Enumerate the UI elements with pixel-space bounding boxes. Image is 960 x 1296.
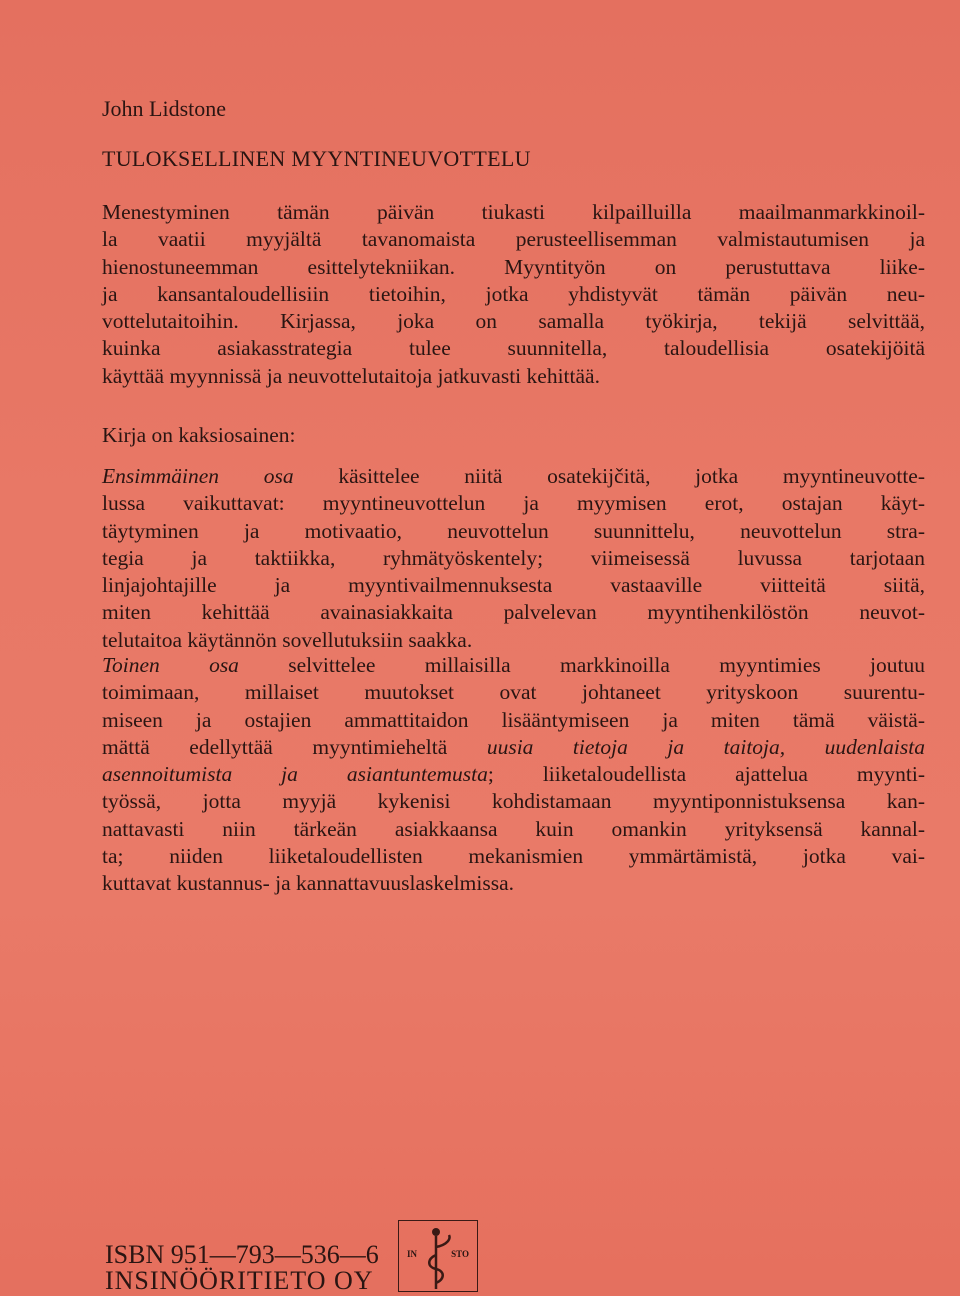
text-line <box>102 843 925 870</box>
book-title: TULOKSELLINEN MYYNTINEUVOTTELU <box>102 146 531 171</box>
text-segment: kuinka asiakasstrategia tulee suunnitella, taloudellisia osatekijöitä <box>102 336 925 361</box>
part-two-paragraph <box>102 652 925 898</box>
text-line <box>102 707 925 734</box>
figure-icon <box>421 1225 455 1289</box>
text-line <box>102 199 925 226</box>
text-line <box>102 572 925 599</box>
text-line <box>102 652 925 679</box>
text-segment: tegia ja taktiikka, ryhmätyöskentely; viimeisessä luvussa tarjotaan <box>102 545 925 570</box>
text-segment: miten kehittää avainasiakkaita palvelevan myyntihenkilöstön neuvot- <box>102 600 925 625</box>
text-segment: täytyminen ja motivaatio, neuvottelun suunnittelu, neuvottelun stra- <box>102 518 925 543</box>
text-segment: linjajohtajille ja myyntivailmennuksesta vastaaville viitteitä siitä, <box>102 573 925 598</box>
part-one-paragraph <box>102 463 925 654</box>
text-line <box>102 627 925 654</box>
text-segment: ta; niiden liiketaloudellisten mekanismien ymmärtämistä, jotka vai- <box>102 844 925 869</box>
italic-text: Toinen osa <box>102 653 239 677</box>
italic-text: Ensimmäinen osa <box>102 464 294 488</box>
structure-intro <box>102 422 925 449</box>
isbn: ISBN 951—793—536—6 <box>105 1240 379 1269</box>
text-segment: miseen ja ostajien ammattitaidon lisääntymiseen ja miten tämä väistä- <box>102 707 925 732</box>
text-segment: telutaitoa käytännön sovellutuksiin saakka. <box>102 627 473 652</box>
logo-text-right: STO <box>451 1249 469 1259</box>
text-line <box>102 870 925 897</box>
text-line <box>102 816 925 843</box>
author-name: John Lidstone <box>102 96 227 121</box>
text-line <box>102 518 925 545</box>
text-segment: hienostuneemman esittelytekniikan. Myyntityön on perustuttava liike- <box>102 254 925 279</box>
text-segment: käsittelee niitä osatekijčitä, jotka myyntineuvotte- <box>293 464 925 488</box>
text-segment: kuttavat kustannus- ja kannattavuuslaskelmissa. <box>102 871 514 896</box>
text-line <box>102 545 925 572</box>
text-segment: nattavasti niin tärkeän asiakkaansa kuin omankin yrityksensä kannal- <box>102 816 925 841</box>
text-segment: vottelutaitoihin. Kirjassa, joka on samalla työkirja, tekijä selvittää, <box>102 309 925 334</box>
description-paragraph <box>102 199 925 390</box>
text-segment: la vaatii myyjältä tavanomaista perusteellisemman valmistautumisen ja <box>102 227 925 252</box>
text-line <box>102 226 925 253</box>
text-line <box>102 363 925 390</box>
text-line <box>102 788 925 815</box>
text-segment: käyttää myynnissä ja neuvottelutaitoja jatkuvasti kehittää. <box>102 363 600 388</box>
text-line <box>102 308 925 335</box>
text-line <box>102 422 925 449</box>
text-segment: selvittelee millaisilla markkinoilla myyntimies joutuu <box>238 653 925 677</box>
text-segment: ; liiketaloudellista ajattelua myynti- <box>487 762 925 787</box>
text-segment: mättä edellyttää myyntimieheltä <box>102 734 487 759</box>
text-line <box>102 599 925 626</box>
text-segment: toimimaan, millaiset muutokset ovat johtaneet yrityskoon suurentu- <box>102 680 925 705</box>
text-segment: työssä, jotta myyjä kykenisi kohdistamaan myyntiponnistuksensa kan- <box>102 789 925 814</box>
text-segment: Kirja on kaksiosainen: <box>102 423 296 447</box>
text-line <box>102 335 925 362</box>
text-line <box>102 734 925 761</box>
text-segment: lussa vaikuttavat: myyntineuvottelun ja myymisen erot, ostajan käyt- <box>102 491 925 516</box>
italic-text: asennoitumista ja asiantuntemusta <box>102 762 488 787</box>
text-line <box>102 254 925 281</box>
text-line <box>102 679 925 706</box>
text-line <box>102 761 925 788</box>
text-line <box>102 463 925 490</box>
text-segment: Menestyminen tämän päivän tiukasti kilpailluilla maailmanmarkkinoil- <box>102 200 925 224</box>
text-segment: ja kansantaloudellisiin tietoihin, jotka yhdistyvät tämän päivän neu- <box>102 281 925 306</box>
publisher: INSINÖÖRITIETO OY <box>105 1266 374 1295</box>
publisher-logo <box>398 1220 478 1292</box>
logo-text-left: IN <box>407 1249 418 1259</box>
italic-text: uusia tietoja ja taitoja, uudenlaista <box>486 734 925 759</box>
text-line <box>102 281 925 308</box>
text-line <box>102 490 925 517</box>
